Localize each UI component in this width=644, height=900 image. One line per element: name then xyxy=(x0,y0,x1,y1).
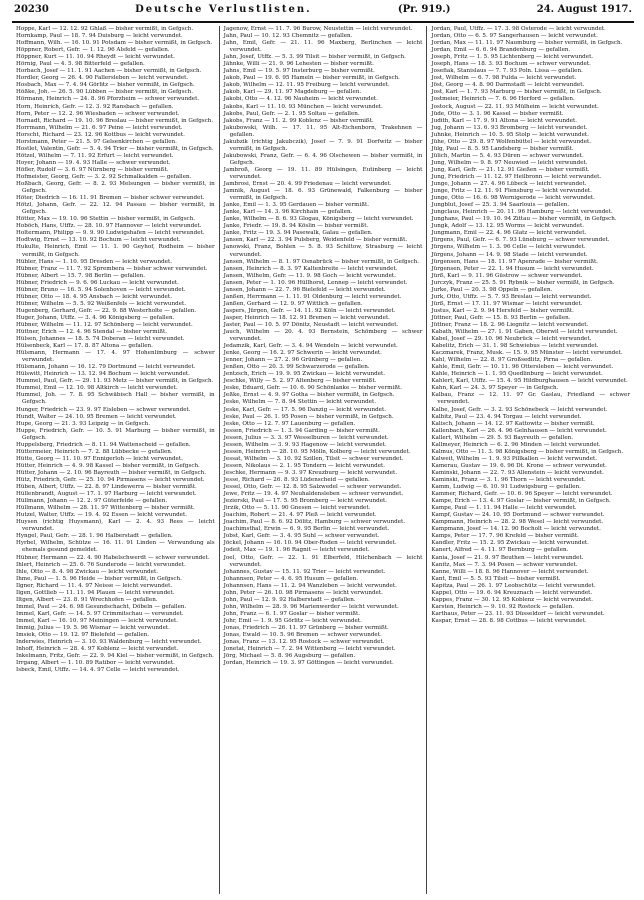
casualty-entry: Hoßbach, Georg, Gefr. — 8. 2. 93 Melsungen — bisher vermißt, in Gefgsch. xyxy=(16,181,215,195)
casualty-entry: Hyrbel, Wilhelm, Schütze — 16. 11. 91 Linden — Verwundung als ehemals gesund gemeldet. xyxy=(16,540,215,554)
casualty-entry: Jonas, Franz — 13. 12. 95 Rostock — schwer verwundet. xyxy=(223,639,385,646)
casualty-entry: Hößke, Joh. — 26. 5. 90 Lübben — bisher vermißt, in Gefgsch. xyxy=(16,89,193,96)
casualty-entry: Horstmann, Peter — 21. 5. 97 Gelsenkirchen — gefallen. xyxy=(16,138,177,145)
casualty-entry: Horscht, Richard — 23. 12. 96 Kottbus — leicht verwundet. xyxy=(16,131,185,138)
casualty-entry: Hutzel, Walter, Utffz. — 19. 4. 92 Essen — leicht verwundet. xyxy=(16,512,187,519)
casualty-entry: Jostmeier, Heinrich — 7. 6. 96 Herford — gefallen. xyxy=(431,96,575,103)
casualty-entry: Hummel, Paul, Gefr. — 29. 11. 93 Metz — bisher vermißt, in Gefgsch. xyxy=(16,378,214,385)
casualty-entry: Janßen, Gerhard — 12. 9. 97 Wittlich — gefallen. xyxy=(223,300,363,307)
casualty-entry: Jüttner, Paul, Gefr. — 15. 8. 93 Berlin — gefallen. xyxy=(431,314,571,321)
casualty-entry: Jülich, Martin — 5. 4. 93 Düren — schwer verwundet. xyxy=(431,152,584,159)
casualty-entry: Hyngel, Paul, Gefr. — 28. 1. 96 Halberstadt — gefallen. xyxy=(16,533,173,540)
casualty-entry: Jonetat, Heinrich — 7. 2. 94 Wittenberg — leicht verwundet. xyxy=(223,646,396,653)
casualty-entry: Hostlet, Valentin, Gefr. — 5. 4. 94 Trier — bisher vermißt, in Gefgsch. xyxy=(16,145,214,152)
casualty-entry: Hülsenbeck, Karl — 17. 8. 87 Altona — gefallen. xyxy=(16,343,153,350)
casualty-entry: Hütte, Georg — 11. 10. 97 Ennigerloh — leicht verwundet. xyxy=(16,455,183,462)
casualty-entry: Janowski, Franz, Bohlen — 5. 8. 93 Schiltow, Strasburg — leicht verwundet. xyxy=(223,244,423,258)
page-number: 20230 xyxy=(14,4,49,15)
casualty-entry: Jürß, Ernst — 17. 11. 97 Wismar — leicht verwundet. xyxy=(431,300,583,307)
casualty-entry: Kammer, Richard, Gefr. — 10. 6. 96 Speyer — leicht verwundet. xyxy=(431,491,613,498)
casualty-entry: Kant, Emil — 5. 5. 93 Tilsit — bisher vermißt. xyxy=(431,575,561,582)
casualty-entry: Jürgens, Johann — 14. 9. 98 Stade — leicht verwundet. xyxy=(431,251,588,258)
casualty-entry: Jakobs, Paul, Gefr. — 2. 1. 95 Soltau — gefallen. xyxy=(223,110,360,117)
casualty-entry: Hüllmann, Wilhelm — 28. 11. 97 Wittenberg — bisher vermißt. xyxy=(16,505,195,512)
casualty-entry: Jost, Karl — 1. 7. 93 Marburg — bisher vermißt, in Gefgsch. xyxy=(431,89,602,96)
casualty-entry: Inkelmann, Fritz, Gefr. — 22. 9. 94 Kiel — bisher vermißt, in Gefgsch. xyxy=(16,653,214,660)
casualty-entry: Kallmeyer, Heinrich — 6. 2. 96 Minden — leicht verwundet. xyxy=(431,441,601,448)
casualty-entry: Hornadt, Richard — 19. 10. 96 Breslau — bisher vermißt, in Gefgsch. xyxy=(16,117,214,124)
casualty-entry: Jakob, Karl — 29. 11. 97 Magdeburg — gefallen. xyxy=(223,89,362,96)
casualty-entry: Jambroß, Georg — 19. 11. 89 Hülsingen, Eutinberg — leicht verwundet. xyxy=(223,166,423,180)
casualty-entry: Kalisch, Johann — 14. 12. 97 Kattowitz — bisher vermißt. xyxy=(431,420,595,427)
casualty-entry: Jasper, Heinrich — 18. 12. 91 Bremen — leicht verwundet. xyxy=(223,314,390,321)
casualty-entry: Huysen (richtig Huysmann), Karl — 2. 4. 93 Rees — leicht verwundet. xyxy=(16,519,215,533)
casualty-entry: Jeske, Wilhelm — 7. 8. 94 Stettin — leicht verwundet. xyxy=(223,399,376,406)
casualty-entry: Huger, Johann, Utffz. — 3. 4. 96 Königsberg — gefallen. xyxy=(16,314,175,321)
casualty-entry: Junge, Fritz — 12. 11. 91 Flensburg — leicht verwundet. xyxy=(431,188,592,195)
casualty-entry: Jug, Johann — 13. 6. 93 Bromberg — leicht verwundet. xyxy=(431,124,588,131)
casualty-entry: Jansen, Wilhelm, Gefr. — 11. 9. 98 Goch — leicht verwundet. xyxy=(223,272,396,279)
casualty-entry: Johr, Emil — 1. 9. 95 Görlitz — leicht verwundet. xyxy=(223,617,362,624)
casualty-entry: Kaczmarek, Franz, Musk. — 15. 9. 95 Münster — leicht verwundet. xyxy=(431,350,623,357)
casualty-entry: Jungblut, Josef — 25. 3. 94 Saarlouis — gefallen. xyxy=(431,202,570,209)
casualty-entry: Huppe, Friedrich, Gefr. — 10. 5. 91 Marburg — bisher vermißt, in Gefgsch. xyxy=(16,427,215,441)
casualty-entry: Janßen, Herrmann — 1. 11. 91 Oldenburg — leicht verwundet. xyxy=(223,293,402,300)
casualty-entry: Hummel, Joh. — 7. 8. 95 Schwäbisch Hall — bisher vermißt, in Gefgsch. xyxy=(16,392,215,406)
casualty-entry: John, Franz — 6. 1. 97 Goslar — bisher vermißt. xyxy=(223,610,361,617)
casualty-entry: Hötzel, Wilhelm — 7. 11. 92 Erfurt — leicht verwundet. xyxy=(16,152,174,159)
casualty-entry: Ihlert, Heinrich — 25. 6. 76 Sunderode — leicht verwundet. xyxy=(16,561,186,568)
casualty-entry: Jülg, Paul — 8. 5. 95 Landsberg — bisher vermißt. xyxy=(431,145,574,152)
casualty-entry: Johannes, Gustav — 15. 11. 92 Trier — leicht verwundet. xyxy=(223,568,386,575)
casualty-entry: Juhnke, Heinrich — 10. 5. 95 Stolp — leicht verwundet. xyxy=(431,131,589,138)
casualty-entry: Jesse, Richard — 26. 8. 93 Lüdenscheid — gefallen. xyxy=(223,477,370,483)
casualty-entry: Hötter, Max — 19. 10. 96 Stettin — bisher vermißt, in Gefgsch. xyxy=(16,216,196,223)
casualty-entry: Jenßen, Otto — 20. 3. 99 Schwarzerode — gefallen. xyxy=(223,364,370,371)
casualty-entry: Kahlert, Karl, Utffz. — 15. 4. 95 Hildburghausen — leicht verwundet. xyxy=(431,378,628,385)
casualty-entry: Jambrosi, Ernst — 20. 4. 99 Friedenau — leicht verwundet. xyxy=(223,181,392,188)
casualty-entry: Ihle, Otto — 8. 4. 98 Zwickau — leicht verwundet. xyxy=(16,568,158,575)
casualty-entry: Hundt, Walter — 24. 10. 95 Bremen — leicht verwundet. xyxy=(16,413,177,420)
casualty-entry: Kahl, Wilhelm — 22. 8. 97 Großsedlitz, Pirna — gefallen. xyxy=(431,357,593,364)
casualty-entry: Hübler, Hans — 1. 10. 95 Dresden — leicht verwundet. xyxy=(16,258,172,265)
casualty-entry: Jakubowski, Franz, Gefr. — 6. 4. 96 Olschewen — bisher vermißt, in Gefgsch. xyxy=(223,152,423,166)
casualty-entry: Judith, Karl — 17. 9. 91 Altona — leicht verwundet. xyxy=(431,117,578,124)
casualty-entry: Hülsmann, Johann — 16. 12. 79 Dortmund — leicht verwundet. xyxy=(16,364,196,371)
casualty-entry: Jahn, Josef, Utffz. — 5. 3. 99 Tilsit — bisher vermißt, in Gefgsch. xyxy=(223,54,406,61)
casualty-entry: Horn, Peter — 12. 2. 96 Wiesbaden — schwer verwundet. xyxy=(16,110,180,117)
casualty-entry: Hübner, Wilhelm — 5. 5. 92 Weißenfels — leicht verwundet. xyxy=(16,300,187,307)
casualty-entry: Hübner, Bruno — 16. 5. 94 Solenhoven — leicht verwundet. xyxy=(16,286,186,293)
casualty-entry: Hosbach, Max — 7. 4. 94 Görlitz — bisher vermißt, in Gefgsch. xyxy=(16,82,195,89)
casualty-entry: Karsten, Heinrich — 9. 10. 92 Rostock — gefallen. xyxy=(431,603,575,610)
casualty-entry: Jansen, Heinrich — 8. 3. 97 Kaltenbreite — leicht verwundet. xyxy=(223,265,398,272)
casualty-entry: Joachim, Paul — 8. 6. 92 Dölitz, Hamburg — schwer verwundet. xyxy=(223,519,406,526)
casualty-entry: Hübner, Friedrich — 9. 6. 96 Luckau — leicht verwundet. xyxy=(16,279,179,286)
casualty-entry: Kabath, Wilhelm — 27. 1. 91 Gaben, Oberwil — leicht verwundet. xyxy=(431,329,618,336)
casualty-entry: Kalmus, Otto — 11. 3. 98 Königsberg — bisher vermißt, in Gefgsch. xyxy=(431,448,624,455)
casualty-entry: Höter, Diedrich — 16. 11. 91 Bremen — bisher schwer verwundet. xyxy=(16,195,205,202)
column-right xyxy=(427,26,634,894)
casualty-entry: Hoyer, Johann — 19. 4. 93 Halle — schwer verwundet. xyxy=(16,159,171,166)
casualty-entry: Hodtwig, Ernst — 13. 10. 92 Bochum — leicht verwundet. xyxy=(16,237,181,244)
casualty-entry: Kanne, Willi — 18. 8. 96 Hannover — leicht verwundet. xyxy=(431,568,589,575)
casualty-entry: Hübner, Wilhelm — 11. 12. 97 Schönberg — leicht verwundet. xyxy=(16,321,193,328)
casualty-entry: Jonas, Friedrich — 26. 11. 97 Grünberg — bisher vermißt. xyxy=(223,624,389,631)
casualty-entry: Kanitz, Max — 7. 3. 94 Posen — schwer verwundet. xyxy=(431,561,578,568)
casualty-entry: Jewe, Fritz — 19. 4. 97 Neuhaldensleben — schwer verwundet. xyxy=(223,491,404,498)
casualty-entry: Kaminski, Johann — 22. 7. 93 Allenstein — leicht verwundet. xyxy=(431,469,604,476)
casualty-entry: Kapitza, Paul — 26. 1. 97 Leobschütz — leicht verwundet. xyxy=(431,582,596,589)
casualty-entry: Jakobi, Otto — 4. 12. 96 Nauheim — leicht verwundet. xyxy=(223,96,378,103)
casualty-entry: Jakob, Wilhelm — 12. 11. 95 Freiburg — leicht verwundet. xyxy=(223,82,390,89)
casualty-entry: Hüttermeier, Heinrich — 7. 2. 88 Lübbecke — gefallen. xyxy=(16,448,173,455)
casualty-entry: Junge, Johann — 27. 4. 96 Lübeck — leicht verwundet. xyxy=(431,181,587,188)
casualty-entry: Jungclaus, Heinrich — 20. 11. 96 Hamburg — leicht verwundet. xyxy=(431,209,613,216)
casualty-entry: Holtermann, Philipp — 9. 9. 90 Ludwigshafen — leicht verwundet. xyxy=(16,230,205,237)
casualty-entry: Hüben, Albert, Utffz. — 22. 8. 97 Lindewerra — bisher vermißt. xyxy=(16,484,197,491)
casualty-entry: Johannsen, Peter — 4. 6. 95 Husum — gefallen. xyxy=(223,575,359,582)
casualty-entry: Jüttner, Franz — 18. 2. 96 Liegnitz — leicht verwundet. xyxy=(431,321,589,328)
casualty-entry: Horbach, Josef — 11. 1. 91 Aachen — bisher vermißt, in Gefgsch. xyxy=(16,68,202,75)
casualty-entry: Kallert, Wilhelm — 29. 5. 93 Bayreuth — gefallen. xyxy=(431,434,574,441)
casualty-entry: Janke, Wilhelm — 8. 6. 93 Glogau, Königsberg — leicht verwundet. xyxy=(223,216,414,223)
casualty-entry: Hoffmann, Wilh. — 16. 10. 91 Potsdam — bisher vermißt, in Gefgsch. xyxy=(16,40,213,47)
casualty-entry: Jeske, Paul — 26. 1. 95 Posen — bisher vermißt, in Gefgsch. xyxy=(223,413,394,420)
casualty-entry: Hübner, Hermann — 22. 4. 90 Habelschwerdt — schwer verwundet. xyxy=(16,554,210,561)
casualty-entry: Jurk, Otto, Utffz. — 5. 7. 93 Breslau — leicht verwundet. xyxy=(431,293,592,300)
casualty-entry: Jostock, August — 22. 11. 93 Mülheim — leicht verwundet. xyxy=(431,103,599,110)
casualty-entry: Hütter, Johann — 2. 10. 96 Bayreuth — bisher vermißt, in Gefgsch. xyxy=(16,469,207,476)
casualty-entry: Jessen, Wilhelm — 3. 9. 93 Hagenow — leicht verwundet. xyxy=(223,441,387,448)
casualty-entry: Kampe, Erich — 13. 4. 97 Goslar — bisher vermißt, in Gefgsch. xyxy=(431,498,611,505)
casualty-entry: Jürgens, Wilhelm — 1. 3. 96 Celle — leicht verwundet. xyxy=(431,244,586,251)
casualty-entry: Hübner, Franz — 11. 7. 92 Sprembera — bisher schwer verwundet. xyxy=(16,265,208,272)
casualty-entry: Höppner, Kurt — 11. 10. 94 Rheydt — leicht verwundet. xyxy=(16,54,175,61)
casualty-entry: Inderwies, Heinrich — 3. 10. 93 Waldenburg — leicht verwundet. xyxy=(16,639,202,646)
casualty-entry: Jakubowski, Wilh. — 17. 11. 95 Alt-Eichenborn, Trakehnen — gefallen. xyxy=(223,124,423,138)
casualty-entry: Jung, Karl, Gefr. — 21. 12. 91 Gießen — bisher vermißt. xyxy=(431,166,590,173)
casualty-entry: Jöst, Georg — 4. 8. 90 Darmstadt — leicht verwundet. xyxy=(431,82,585,89)
casualty-entry: Jansen, Peter — 1. 10. 96 Hüllhorst, Lennep — leicht verwundet. xyxy=(223,279,408,286)
casualty-entry: Joseph, Fritz — 1. 5. 95 Lichtenberg — leicht verwundet. xyxy=(431,54,594,61)
casualty-entry: Kampe, Paul — 1. 11. 94 Halle — leicht verwundet. xyxy=(431,505,577,512)
casualty-entry: Joseph, Hans — 18. 3. 93 Bochum — schwer verwundet. xyxy=(431,61,591,68)
masthead xyxy=(12,4,634,23)
casualty-entry: Johannsen, Hans — 11. 2. 94 Wanzleben — leicht verwundet. xyxy=(223,582,397,589)
casualty-entry: Kanert, Alfred — 4. 11. 97 Bernburg — gefallen. xyxy=(431,547,569,554)
casualty-entry: Kalweit, Wilhelm — 1. 9. 93 Pillkallen — leicht verwundet. xyxy=(431,455,598,462)
casualty-entry: Hübner, Albert — 15. 7. 98 Berlin — gefallen. xyxy=(16,272,146,279)
column-middle xyxy=(220,26,428,894)
casualty-entry: Jansen, Wilhelm — 8. 1. 97 Osnabrück — bisher vermißt, in Gefgsch. xyxy=(223,258,419,265)
casualty-entry: Jodeit, Max — 19. 1. 96 Ragnit — leicht verwundet. xyxy=(223,547,370,554)
casualty-entry: Hörnig, Paul — 4. 5. 98 Bitterfeld — gefallen. xyxy=(16,61,145,68)
casualty-entry: Kahn, Karl — 24. 3. 97 Speyer — in Gefgsch. xyxy=(431,385,559,392)
casualty-entry: Jurke, Paul — 20. 3. 98 Oppeln — gefallen. xyxy=(431,286,553,293)
casualty-entry: Höppner, Robert, Gefr. — 1. 12. 96 Alsfeld — gefallen. xyxy=(16,47,170,54)
casualty-entry: Jeske, Otto — 12. 7. 97 Lauenburg — gefallen. xyxy=(223,420,356,427)
casualty-entry: Jessen, Heinrich — 28. 10. 95 Mölln, Kolberg — leicht verwundet. xyxy=(223,448,411,455)
casualty-entry: Jurczyk, Franz — 25. 5. 91 Rybnik — bisher vermißt, in Gefgsch. xyxy=(431,279,615,286)
casualty-entry: Jöckel, Johann — 16. 10. 94 Ober-Roden — leicht verwundet. xyxy=(223,540,397,547)
casualty-entry: Kaspar, Ernst — 28. 8. 98 Cottbus — leicht verwundet. xyxy=(431,617,587,624)
casualty-entry: Jungk, Adolf — 13. 12. 95 Worms — leicht verwundet. xyxy=(431,223,584,230)
casualty-entry: Janke, Friedr. — 19. 8. 94 Köslin — bisher vermißt. xyxy=(223,223,369,230)
casualty-entry: Kaminski, Franz — 3. 1. 96 Thorn — leicht verwundet. xyxy=(431,477,586,483)
casualty-entry: Kamm, Ludwig — 6. 10. 91 Ludwigsburg — gefallen. xyxy=(431,484,581,491)
casualty-entry: Joachim, Robert — 21. 4. 97 Pleß — leicht verwundet. xyxy=(223,512,377,519)
casualty-entry: Jakubzik (richtig Jakubczik), Josef — 7. 9. 91 Dorfwitz — bisher vermißt, in Gefgsch. xyxy=(223,138,423,152)
casualty-entry: Ilgner, Richard — 11. 4. 97 Neisse — leicht verwundet. xyxy=(16,582,173,589)
casualty-entry: Karthaus, Peter — 23. 11. 93 Düsseldorf — leicht verwundet. xyxy=(431,610,605,617)
casualty-entry: Jeschke, Willy — 5. 2. 97 Altenberg — bisher vermißt. xyxy=(223,378,377,385)
casualty-entry: Ilgen, Gottlieb — 11. 11. 94 Plauen — leicht verwundet. xyxy=(16,589,175,596)
casualty-entry: Jessen, Julius — 3. 3. 97 Wesselburen — leicht verwundet. xyxy=(223,434,389,441)
casualty-entry: Jauch, Wilhelm — 20. 4. 93 Bernstein, Schömberg — schwer verwundet. xyxy=(223,329,423,343)
casualty-entry: Jürß, Karl — 9. 11. 96 Güstrow — schwer verwundet. xyxy=(431,272,583,279)
casualty-entry: Irrgang, Albert — 1. 10. 89 Ratibor — leicht verwundet. xyxy=(16,660,175,667)
casualty-entry: Jenke, Georg — 16. 2. 97 Schwerin — leicht verwundet. xyxy=(223,350,382,357)
casualty-entry: Jenner, Johann — 27. 2. 96 Grünberg — gefallen. xyxy=(223,357,363,364)
casualty-entry: Jordan, Emil — 6. 6. 94 Brandenburg — gefallen. xyxy=(431,47,571,54)
casualty-entry: Kallenbach, Karl — 26. 4. 96 Gelnhausen — leicht verwundet. xyxy=(431,427,607,434)
casualty-entry: Kandler, Fritz — 15. 2. 95 Zwickau — leicht verwundet. xyxy=(431,540,589,547)
casualty-entry: Josefiak, Stanislaus — 7. 7. 93 Poln. Lissa — gefallen. xyxy=(431,68,583,75)
column-left xyxy=(12,26,220,894)
casualty-entry: Hüllmann, Johann — 12. 2. 97 Güterfelde — gefallen. xyxy=(16,498,168,505)
casualty-entry: Jeske, Karl, Gefr. — 17. 5. 96 Danzig — leicht verwundet. xyxy=(223,406,386,413)
casualty-entry: Jürgensen, Hans — 18. 11. 97 Apenrade — bisher vermißt. xyxy=(431,258,598,265)
casualty-entry: Hörmann, Heinrich — 24. 8. 96 Pforzheim — schwer verwundet. xyxy=(16,96,200,103)
casualty-entry: Immel, Paul — 24. 6. 98 Gesundschacht, Döbeln — gefallen. xyxy=(16,603,187,610)
casualty-entry: Jähnke, Willi — 21. 9. 96 Lehesten — bisher vermißt. xyxy=(223,61,375,68)
publication-title: Deutsche Verlustlisten. xyxy=(135,4,312,15)
casualty-entry: Jobst, Karl, Gefr. — 3. 4. 95 Suhl — schwer verwundet. xyxy=(223,533,380,540)
casualty-entry: Jakobs, Franz — 11. 2. 99 Koblenz — bisher vermißt. xyxy=(223,117,374,124)
casualty-entry: Jahn, Emil, Gefr. — 21. 11. 96 Maxberg, Berlinchen — leicht verwundet. xyxy=(223,40,423,54)
casualty-entry: Kampmann, Heinrich — 28. 2. 98 Wesel — leicht verwundet. xyxy=(431,519,604,526)
casualty-entry: Jezierski, Paul — 17. 5. 95 Bromberg — leicht verwundet. xyxy=(223,498,388,505)
casualty-entry: Imsiek, Otto — 19. 12. 97 Bielefeld — gefallen. xyxy=(16,632,150,639)
casualty-entry: John, Wilhelm — 28. 9. 96 Marienwerder — leicht verwundet. xyxy=(223,603,399,610)
casualty-entry: Jessat, Wilhelm — 3. 10. 92 Szillen, Tilsit — schwer verwundet. xyxy=(223,455,404,462)
casualty-entry: Jonas, Ewald — 10. 5. 96 Bremen — schwer verwundet. xyxy=(223,632,382,639)
casualty-entry: Joel, Otto, Gefr. — 22. 1. 91 Elberfeld, Hilchenbach — leicht verwundet. xyxy=(223,554,423,568)
casualty-entry: Höfler, Rudolf — 3. 6. 97 Nürnberg — bisher vermißt. xyxy=(16,166,169,173)
casualty-entry: Hötzl, Johann, Gefr. — 22. 12. 94 Passau — bisher vermißt, in Gefgsch. xyxy=(16,202,215,216)
casualty-entry: Jentzsch, Erich — 19. 9. 95 Zwickau — leicht verwundet. xyxy=(223,371,386,378)
casualty-entry: Jürgensen, Peter — 22. 1. 94 Husum — leicht verwundet. xyxy=(431,265,594,272)
issue-date: 24. August 1917. xyxy=(536,4,632,15)
casualty-entry: Jühe, Otto — 29. 8. 97 Wolfenbüttel — leicht verwundet. xyxy=(431,138,592,145)
casualty-entry: Junghans, Paul — 19. 10. 94 Zittau — bisher vermißt, in Gefgsch. xyxy=(431,216,617,223)
casualty-entry: Horrmann, Wilhelm — 21. 6. 97 Peine — leicht verwundet. xyxy=(16,124,183,131)
casualty-entry: Jansen, Karl — 22. 3. 94 Pulsberg, Weidenfeld — bisher vermißt. xyxy=(223,237,408,244)
casualty-entry: Hüttner, Erich — 12. 4. 96 Stendal — bisher vermißt. xyxy=(16,329,168,336)
casualty-entry: Jüde, Otto — 3. 1. 96 Kassel — bisher vermißt. xyxy=(431,110,564,117)
casualty-entry: Kania, Josef — 21. 9. 97 Beuthen — leicht verwundet. xyxy=(431,554,584,561)
casualty-entry: Justus, Karl — 2. 9. 94 Hersfeld — bisher vermißt. xyxy=(431,307,574,314)
casualty-entry: Kappes, Franz — 30. 12. 95 Koblenz — leicht verwundet. xyxy=(431,596,594,603)
casualty-entry: Ihme, Paul — 1. 5. 96 Heide — bisher vermißt, in Gefgsch. xyxy=(16,575,182,582)
casualty-entry: Jamnik, August — 18. 6. 93 Grünewald, Falkenburg — bisher vermißt, in Gefgsch. xyxy=(223,188,423,202)
casualty-entry: Jakobs, Karl — 11. 10. 93 München — leicht verwundet. xyxy=(223,103,383,110)
casualty-entry: Hummel, Emil — 12. 10. 98 Altkirch — leicht verwundet. xyxy=(16,385,178,392)
casualty-entry: Hugenberg, Gerhard, Gefr. — 22. 9. 88 Westerholte — gefallen. xyxy=(16,307,197,314)
casualty-entry: Kabelitz, Erich — 31. 1. 98 Schwiebus — leicht verwundet. xyxy=(431,343,599,350)
casualty-entry: Janke, Karl — 14. 3. 96 Kirchhain — gefallen. xyxy=(223,209,353,216)
casualty-entry: Isbeck, Emil, Utffz. — 14. 4. 97 Celle — leicht verwundet. xyxy=(16,667,180,674)
casualty-entry: Hordler, Georg — 26. 4. 90 Fallersleben — leicht verwundet. xyxy=(16,75,189,82)
casualty-entry: Kappel, Otto — 19. 6. 94 Kreuznach — leicht verwundet. xyxy=(431,589,593,596)
casualty-entry: Jörg, Michael — 5. 8. 96 Augsburg — gefallen. xyxy=(223,653,356,660)
casualty-entry: Inhoff, Heinrich — 28. 4. 97 Koblenz — leicht verwundet. xyxy=(16,646,179,653)
casualty-entry: Jeschke, Hermann — 9. 3. 97 Kreuzburg — leicht verwundet. xyxy=(223,469,398,476)
casualty-entry: Jessen, Nikolaus — 2. 1. 95 Tondern — leicht verwundet. xyxy=(223,462,386,469)
casualty-entry: Hukulte, Heinrich, Emil — 11. 1. 90 Geyhof, Rodheim — bisher vermißt, in Gefgsch. xyxy=(16,244,215,258)
casualty-entry: Hübner, Otto — 18. 4. 95 Ansbach — leicht verwundet. xyxy=(16,293,172,300)
casualty-entry: Hoppe, Karl — 12. 12. 92 Ghlaß — bisher vermißt, in Gefgsch. xyxy=(16,26,194,32)
casualty-entry: Jansen, Johann — 22. 7. 96 Bielefeld — leicht verwundet. xyxy=(223,286,386,293)
casualty-entry: John, Paul — 12. 9. 92 Halberstadt — gefallen. xyxy=(223,596,356,603)
casualty-entry: Kabel, Josef — 29. 10. 96 Neubrück — leicht verwundet. xyxy=(431,336,592,343)
casualty-entry: Junge, Otto — 16. 6. 98 Wernigerode — leicht verwundet. xyxy=(431,195,595,202)
casualty-entry: Jürgens, Paul, Gefr. — 6. 7. 93 Lüneburg — schwer verwundet. xyxy=(431,237,610,244)
casualty-entry: Kahle, Heinrich — 1. 1. 95 Quedlinburg — leicht verwundet. xyxy=(431,371,603,378)
casualty-entry: Janke, Emil — 1. 3. 95 Gerdauen — bisher vermißt. xyxy=(223,202,369,209)
casualty-entry: Hoböch, Hans, Utffz. — 28. 10. 97 Hannover — leicht verwundet. xyxy=(16,223,202,230)
casualty-entry: Immel, Karl — 16. 10. 97 Meiningen — leicht verwundet. xyxy=(16,617,179,624)
casualty-entry: Hütz, Friedrich, Gefr. — 25. 10. 94 Pirmasens — leicht verwundet. xyxy=(16,477,205,483)
casualty-entry: Jeßke, Ernst — 4. 9. 97 Gotha — bisher vermißt, in Gefgsch. xyxy=(223,392,395,399)
casualty-entry: Hütter, Heinrich — 4. 9. 98 Kassel — bisher vermißt, in Gefgsch. xyxy=(16,462,200,469)
casualty-entry: Kalbitz, Paul — 23. 4. 94 Torgau — leicht verwundet. xyxy=(431,413,582,420)
casualty-entry: Jost, Wilhelm — 6. 7. 98 Fulda — leicht verwundet. xyxy=(431,75,577,82)
casualty-entry: Jordan, Max — 11. 11. 97 Naumburg — bisher vermißt, in Gefgsch. xyxy=(431,40,623,47)
casualty-entry: Kampmann, Josef — 14. 12. 90 Bocholt — leicht verwundet. xyxy=(431,526,601,533)
casualty-entry: Hüllenbrandt, August — 17. 1. 97 Harburg — leicht verwundet. xyxy=(16,491,197,498)
casualty-entry: Huppelsberg, Friedrich — 8. 11. 94 Wattenscheid — gefallen. xyxy=(16,441,191,448)
casualty-entry: Jordan, Heinrich — 19. 3. 97 Göttingen — leicht verwundet. xyxy=(223,660,394,667)
casualty-entry: Hülsmann, Hermann — 17. 4. 97 Hohenlimburg — schwer verwundet. xyxy=(16,350,215,364)
casualty-entry: Hupe, Georg — 21. 3. 93 Leipzig — in Gefgsch. xyxy=(16,420,151,427)
casualty-entry: Kamps, Peter — 17. 7. 96 Krefeld — bisher vermißt. xyxy=(431,533,579,540)
casualty-entry: Immig, Julius — 19. 5. 96 Wismar — leicht verwundet. xyxy=(16,624,170,631)
casualty-entry: Kahle, Emil, Gefr. — 10. 11. 96 Ottersleben — leicht verwundet. xyxy=(431,364,614,371)
casualty-entry: Jung, Wilhelm — 9. 8. 97 Neuwied — leicht verwundet. xyxy=(431,159,588,166)
casualty-entry: Hunger, Friedrich — 23. 9. 97 Eisleben — schwer verwundet. xyxy=(16,406,191,413)
casualty-entry: Jahns, Emil — 19. 5. 97 Insterburg — bisher vermißt. xyxy=(223,68,375,75)
casualty-entry: Jirzik, Otto — 5. 11. 90 Gnesen — leicht verwundet. xyxy=(223,505,371,512)
casualty-entry: Kalbau, Franz — 12. 11. 97 Gr. Gaslau, Friedland — schwer verwundet. xyxy=(431,392,631,406)
casualty-entry: Jaster, Paul — 10. 5. 97 Dönitz, Neustadt — leicht verwundet. xyxy=(223,321,399,328)
casualty-entry: Hülsen, Johannes — 18. 5. 74 Doberan — leicht verwundet. xyxy=(16,336,185,343)
casualty-entry: Kamerau, Gustav — 19. 6. 96 Dt. Krone — schwer verwundet. xyxy=(431,462,607,469)
casualty-entry: Jung, Friedrich — 11. 12. 97 Heilbronn — leicht verwundet. xyxy=(431,173,602,180)
casualty-entry: Hülswitt, Heinrich — 13. 12. 94 Bochum — leicht verwundet. xyxy=(16,371,190,378)
casualty-entry: Jessel, Otto, Gefr. — 12. 8. 95 Salzwedel — schwer verwundet. xyxy=(223,484,402,491)
casualty-entry: Jagenow, Ernst — 11. 7. 96 Burow, Neustettin — leicht verwundet. xyxy=(223,26,413,32)
casualty-entry: Immel, Karl, Gefr. — 14. 5. 97 Crimmitschau — verwundet. xyxy=(16,610,184,617)
casualty-entry: Horn, Heinrich, Gefr. — 12. 3. 92 Ransbach — gefallen. xyxy=(16,103,174,110)
casualty-entry: Jedamzik, Karl, Gefr. — 3. 4. 94 Wendeln — leicht verwundet. xyxy=(223,343,398,350)
casualty-entry: Jordan, Paul, Utffz. — 17. 3. 98 Osterode — leicht verwundet. xyxy=(431,26,606,32)
casualty-entry: Jeske, Eduard, Gefr. — 10. 6. 90 Schönlanke — bisher vermißt. xyxy=(223,385,403,392)
casualty-entry: Hofmeister, Georg, Gefr. — 3. 2. 92 Schmalkalden — gefallen. xyxy=(16,173,192,180)
casualty-entry: Iltgen, Albert — 23. 8. 91 Wrechhofen — gefallen. xyxy=(16,596,158,603)
casualty-entry: John, Peter — 26. 10. 98 Pirmasens — leicht verwundet. xyxy=(223,589,383,596)
casualty-entry: Kampf, Gustav — 24. 10. 95 Dortmund — schwer verwundet. xyxy=(431,512,605,519)
casualty-entry: Jordan, Otto — 6. 5. 97 Sangerhausen — leicht verwundet. xyxy=(431,33,598,40)
casualty-entry: Janke, Fritz — 19. 3. 94 Pasewalk, Galau — gefallen. xyxy=(223,230,373,237)
casualty-entry: Jungmann, Emil — 22. 4. 96 Glatz — leicht verwundet. xyxy=(431,230,587,237)
casualty-entry: Jaspers, Jürgen, Gefr. — 14. 11. 92 Köln — leicht verwundet. xyxy=(223,307,396,314)
casualty-entry: Kalbe, Josef, Gefr. — 3. 2. 93 Schönebeck — leicht verwundet. xyxy=(431,406,608,413)
issue-number: (Pr. 919.) xyxy=(397,4,451,15)
casualty-entry: Joachimsthal, Erwin — 6. 9. 95 Berlin — leicht verwundet. xyxy=(223,526,390,533)
casualty-entry: Hornkamp, Paul — 18. 7. 94 Duisburg — leicht verwundet. xyxy=(16,33,183,40)
casualty-entry: Jahn, Paul — 10. 12. 93 Chemnitz — gefallen. xyxy=(223,33,353,40)
casualty-entry: Jakob, Paul — 19. 6. 95 Hameln — bisher vermißt, in Gefgsch. xyxy=(223,75,400,82)
casualty-entry: Jessen, Friedrich — 1. 3. 94 Garding — bisher vermißt. xyxy=(223,427,380,434)
columns-container xyxy=(12,26,634,894)
